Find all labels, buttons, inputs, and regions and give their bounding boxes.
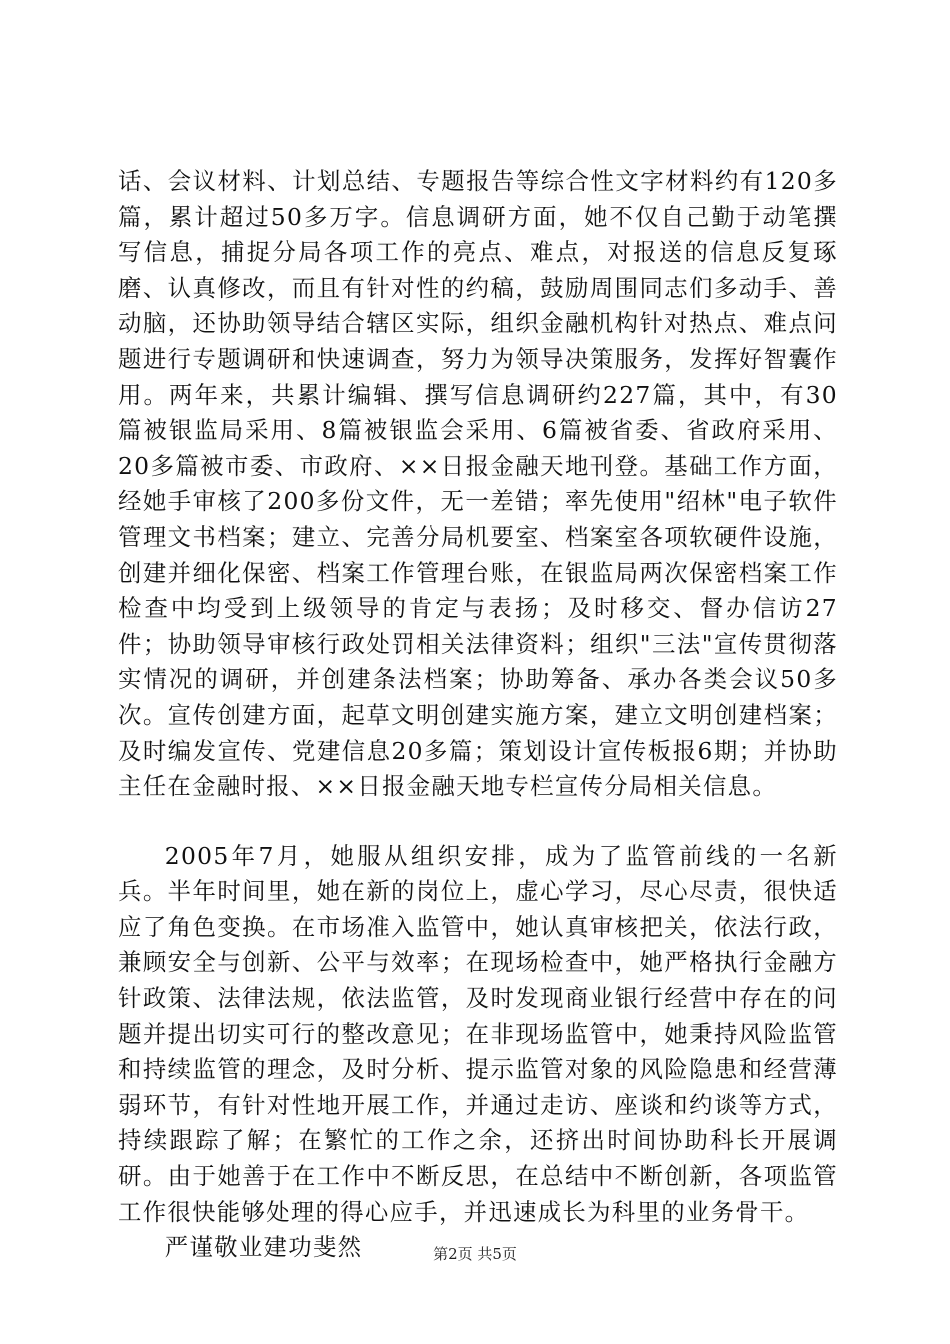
section-heading: 严谨敬业建功斐然 [164,1233,363,1262]
paragraph-continuation: 话、会议材料、计划总结、专题报告等综合性文字材料约有120多篇，累计超过50多万字。信息调研方面，她不仅自己勤于动笔撰写信息，捕捉分局各项工作的亮点、难点，对报送的信息反复琢磨、认真修改，而且有针对性的约稿，鼓励周围同志们多动手、善动脑，还协助领导结合辖区实际，组织金融机构针对热点、难点问题进行专题调研和快速调查，努力为领导决策服务，发挥好智囊作用。两年来，共累计编辑、撰写信息调研约227篇，其中，有30篇被银监局采用、8篇被银监会采用、6篇被省委、省政府采用、20多篇被市委、市政府、××日报金融天地刊登。基础工作方面，经她手审核了200多份文件，无一差错；率先使用"绍林"电子软件管理文书档案；建立、完善分局机要室、档案室各项软硬件设施，创建并细化保密、档案工作管理台账，在银监局两次保密档案工作检查中均受到上级领导的肯定与表扬；及时移交、督办信访27件；协助领导审核行政处罚相关法律资料；组织"三法"宣传贯彻落实情况的调研，并创建条法档案；协助筹备、承办各类会议50多次。宣传创建方面，起草文明创建实施方案，建立文明创建档案；及时编发宣传、党建信息20多篇；策划设计宣传板报6期；并协助主任在金融时报、××日报金融天地专栏宣传分局相关信息。 [118,167,838,801]
document-body [118,164,838,1266]
paragraph-spacer [118,805,838,839]
paragraph-body: 2005年7月，她服从组织安排，成为了监管前线的一名新兵。半年时间里，她在新的岗位上，虚心学习，尽心尽责，很快适应了角色变换。在市场准入监管中，她认真审核把关，依法行政，兼顾安全与创新、公平与效率；在现场检查中，她严格执行金融方针政策、法律法规，依法监管，及时发现商业银行经营中存在的问题并提出切实可行的整改意见；在非现场监管中，她秉持风险监管和持续监管的理念，及时分析、提示监管对象的风险隐患和经营薄弱环节，有针对性地开展工作，并通过走访、座谈和约谈等方式，持续跟踪了解；在繁忙的工作之余，还挤出时间协助科长开展调研。由于她善于在工作中不断反思，在总结中不断创新，各项监管工作很快能够处理的得心应手，并迅速成长为科里的业务骨干。 [118,841,838,1226]
page-footer [0,1244,950,1264]
page-number: 第2页 共5页 [433,1245,517,1263]
